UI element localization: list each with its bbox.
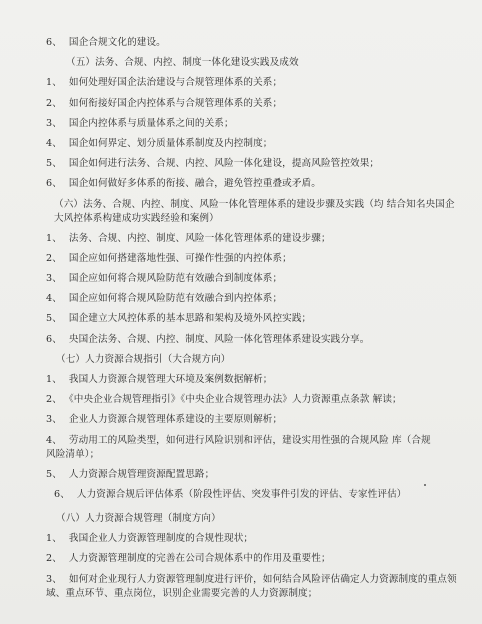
list-item bbox=[46, 373, 462, 387]
item-number: 5、 bbox=[46, 158, 62, 170]
item-number: 3、 bbox=[46, 573, 62, 585]
list-item bbox=[46, 272, 462, 286]
list-item bbox=[46, 76, 462, 90]
list-item bbox=[46, 117, 462, 131]
list-item bbox=[46, 97, 462, 111]
ink-speck bbox=[424, 484, 426, 486]
list-item bbox=[46, 36, 462, 50]
item-text: 劳动用工的风险类型，如何进行风险识别和评估，建设实用性强的合规风险 库（合规风险清单）； bbox=[46, 434, 431, 460]
item-number: 1、 bbox=[46, 374, 62, 385]
list-item bbox=[46, 573, 460, 601]
list-item bbox=[46, 232, 462, 246]
item-number: 2、 bbox=[46, 394, 62, 406]
item-number: 5、 bbox=[46, 313, 62, 325]
item-text: 我国人力资源合规管理大环境及案例数据解析； bbox=[68, 374, 273, 385]
list-item bbox=[46, 333, 462, 347]
list-item bbox=[46, 292, 462, 306]
item-number: 1、 bbox=[46, 77, 62, 89]
item-text: 人力资源合规管理资源配置思路； bbox=[68, 468, 215, 480]
list-item bbox=[46, 177, 462, 191]
item-text: 企业人力资源合规管理体系建设的主要原则解析； bbox=[68, 414, 283, 426]
item-number: 2、 bbox=[46, 97, 62, 109]
list-item bbox=[46, 157, 462, 171]
item-text: 国企应如何搭建落地性强、可操作性强的内控体系； bbox=[68, 252, 292, 264]
item-text: 国企应如何将合规风险防范有效融合到内控体系； bbox=[68, 293, 283, 305]
list-item bbox=[46, 393, 426, 407]
item-number: 4、 bbox=[46, 434, 62, 446]
list-item bbox=[46, 252, 462, 266]
list-item bbox=[46, 468, 462, 482]
item-number: 1、 bbox=[46, 232, 62, 244]
item-text: 《中央企业合规管理指引》《中央企业合规管理办法》人力资源重点条款 解读； bbox=[68, 394, 402, 406]
list-item bbox=[54, 488, 462, 502]
list-item bbox=[46, 312, 462, 326]
item-text: 国企如何界定、划分质量体系制度及内控制度； bbox=[68, 137, 273, 149]
item-number: 6、 bbox=[46, 333, 62, 345]
item-number: 3、 bbox=[46, 414, 62, 426]
item-number: 4、 bbox=[46, 137, 62, 149]
item-text: 我国企业人力资源管理制度的合规性现状； bbox=[68, 533, 254, 545]
section-heading-text: （六）法务、合规、内控、制度、风险一体化管理体系的建设步骤及实践（均 结合知名央国企大风控体系构建成功实践经验和案例） bbox=[54, 198, 455, 224]
list-item bbox=[46, 434, 436, 462]
section-heading bbox=[56, 353, 462, 367]
list-item bbox=[46, 137, 462, 151]
item-text: 央国企法务、合规、内控、制度、风险一体化管理体系建设实践分享。 bbox=[68, 333, 370, 345]
item-number: 6、 bbox=[46, 37, 62, 48]
item-text: 国企如何进行法务、合规、内控、风险一体化建设，提高风险管控效果； bbox=[68, 158, 380, 170]
list-item bbox=[46, 532, 462, 546]
section-heading-text: （七）人力资源合规指引（大合规方向） bbox=[56, 353, 231, 365]
item-text: 国企合规文化的建设。 bbox=[68, 37, 166, 48]
item-text: 如何衔接好国企内控体系与合规管理体系的关系； bbox=[68, 97, 283, 109]
item-text: 人力资源管理制度的完善在公司合规体系中的作用及重要性； bbox=[68, 553, 331, 565]
item-number: 3、 bbox=[46, 273, 62, 285]
item-number: 5、 bbox=[46, 468, 62, 480]
section-heading bbox=[54, 198, 464, 226]
item-text: 人力资源合规后评估体系（阶段性评估、突发事件引发的评估、专家性评估） bbox=[76, 488, 407, 500]
section-heading-text: （五）法务、合规、内控、制度一体化建设实践及成效 bbox=[66, 57, 299, 69]
item-number: 3、 bbox=[46, 117, 62, 129]
section-heading-text: （八）人力资源合规管理（制度方向） bbox=[56, 512, 221, 524]
item-number: 2、 bbox=[46, 252, 62, 264]
item-number: 4、 bbox=[46, 293, 62, 305]
list-item bbox=[46, 552, 462, 566]
item-text: 如何处理好国企法治建设与合规管理体系的关系； bbox=[68, 77, 283, 89]
item-number: 1、 bbox=[46, 533, 62, 545]
item-text: 如何对企业现行人力资源管理制度进行评价，如何结合风险评估确定人力资源制度的重点领域、重点环节、重点岗位，识别企业需要完善的人力资源制度； bbox=[46, 573, 457, 599]
item-text: 国企建立大风控体系的基本思路和架构及境外风控实践； bbox=[68, 313, 312, 325]
item-number: 6、 bbox=[54, 488, 70, 500]
item-number: 2、 bbox=[46, 553, 62, 565]
list-item bbox=[46, 413, 462, 427]
item-text: 国企内控体系与质量体系之间的关系； bbox=[68, 117, 234, 129]
item-text: 国企如何做好多体系的衔接、融合，避免管控重叠或矛盾。 bbox=[68, 178, 321, 190]
section-heading bbox=[66, 56, 462, 70]
item-number: 6、 bbox=[46, 178, 62, 190]
section-heading bbox=[56, 512, 462, 526]
item-text: 国企应如何将合规风险防范有效融合到制度体系； bbox=[68, 273, 283, 285]
item-text: 法务、合规、内控、制度、风险一体化管理体系的建设步骤； bbox=[68, 232, 331, 244]
